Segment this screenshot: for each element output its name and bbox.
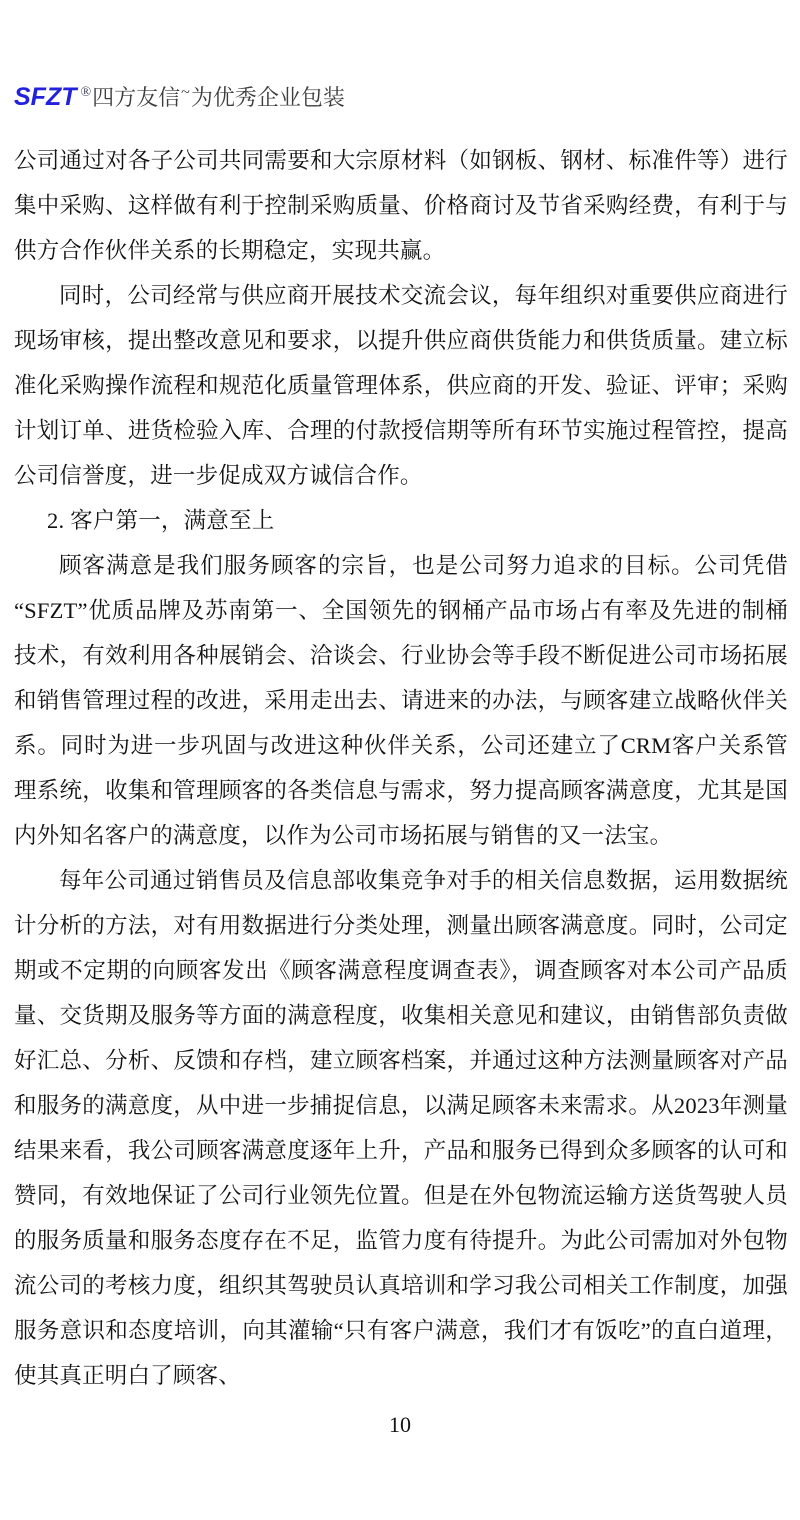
registered-trademark-icon: ® — [80, 85, 92, 100]
page-number: 10 — [389, 1412, 411, 1437]
paragraph-centralized-procurement: 公司通过对各子公司共同需要和大宗原材料（如钢板、钢材、标准件等）进行集中采购、这样做有利于控制采购质量、价格商讨及节省采购经费，有利于与供方合作伙伴关系的长期稳定，实现共赢。 — [14, 148, 788, 263]
brand-slogan: 为优秀企业包装 — [190, 85, 345, 110]
paragraph-supplier-management: 同时，公司经常与供应商开展技术交流会议，每年组织对重要供应商进行现场审核，提出整改意见和要求，以提升供应商供货能力和供货质量。建立标准化采购操作流程和规范化质量管理体系，供应商的开发、验证、评审；采购计划订单、进货检验入库、合理的付款授信期等所有环节实施过程管控，提高公司信誉度，进一步促成双方诚信合作。 — [14, 283, 788, 488]
document-body — [14, 138, 788, 1398]
company-logo-header — [14, 78, 345, 116]
brand-name: 四方友信 — [92, 85, 181, 110]
paragraph-customer-satisfaction: 顾客满意是我们服务顾客的宗旨，也是公司努力追求的目标。公司凭借“SFZT”优质品牌及苏南第一、全国领先的钢桶产品市场占有率及先进的制桶技术，有效利用各种展销会、洽谈会、行业协会等手段不断促进公司市场拓展和销售管理过程的改进，采用走出去、请进来的办法，与顾客建立战略伙伴关系。同时为进一步巩固与改进这种伙伴关系，公司还建立了CRM客户关系管理系统，收集和管理顾客的各类信息与需求，努力提高顾客满意度，尤其是国内外知名客户的满意度，以作为公司市场拓展与销售的又一法宝。 — [14, 553, 788, 848]
logo-text: SFZT — [14, 83, 77, 111]
paragraph-satisfaction-survey: 每年公司通过销售员及信息部收集竞争对手的相关信息数据，运用数据统计分析的方法，对有用数据进行分类处理，测量出顾客满意度。同时，公司定期或不定期的向顾客发出《顾客满意程度调查表》，调查顾客对本公司产品质量、交货期及服务等方面的满意程度，收集相关意见和建议，由销售部负责做好汇总、分析、反馈和存档，建立顾客档案，并通过这种方法测量顾客对产品和服务的满意度，从中进一步捕捉信息，以满足顾客未来需求。从2023年测量结果来看，我公司顾客满意度逐年上升，产品和服务已得到众多顾客的认可和赞同，有效地保证了公司行业领先位置。但是在外包物流运输方送货驾驶人员的服务质量和服务态度存在不足，监管力度有待提升。为此公司需加对外包物流公司的考核力度，组织其驾驶员认真培训和学习我公司相关工作制度，加强服务意识和态度培训，向其灌输“只有客户满意，我们才有饭吃”的直白道理，使其真正明白了顾客、 — [14, 868, 788, 1388]
section-heading-customer-first: 2. 客户第一，满意至上 — [47, 508, 275, 533]
tilde-mark-icon: ~ — [181, 84, 190, 101]
